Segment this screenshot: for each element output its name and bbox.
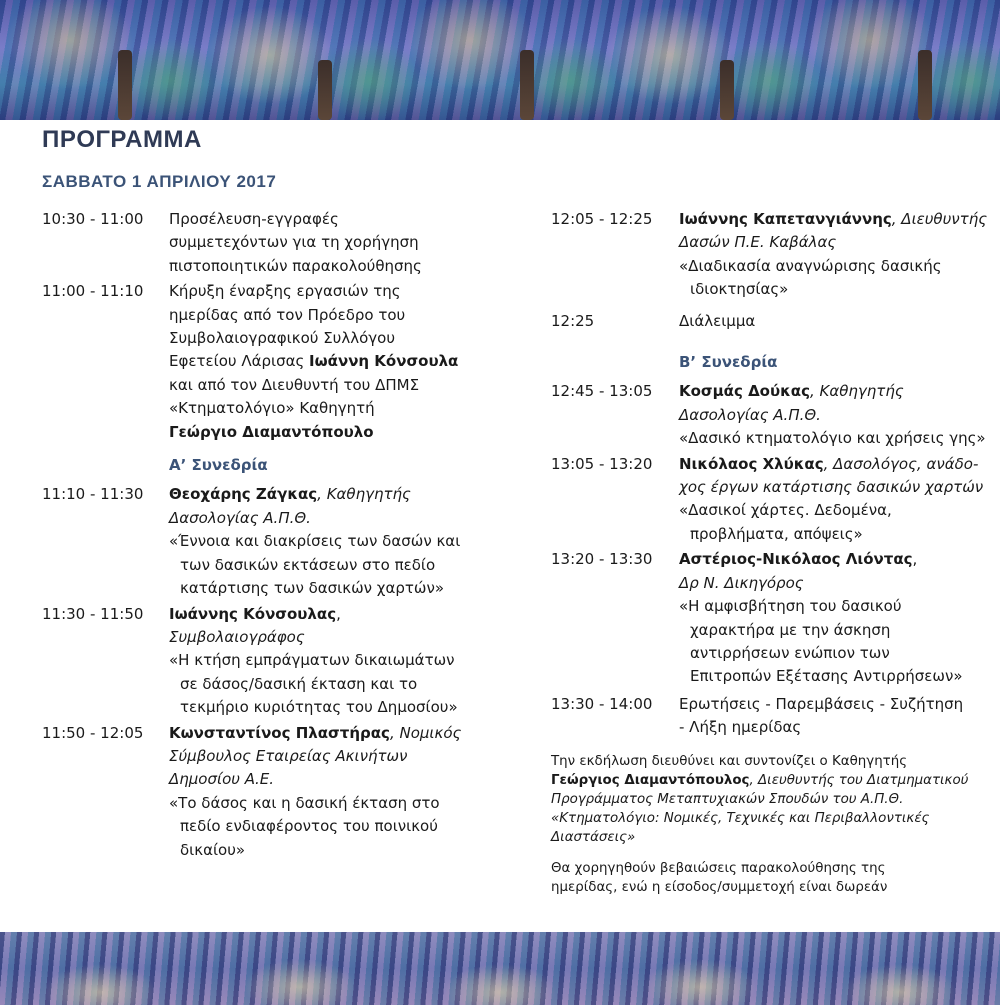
speaker-role: χος έργων κατάρτισης δασικών χαρτών: [679, 478, 984, 497]
time-slot: 12:25: [551, 311, 595, 330]
schedule-item: [42, 280, 462, 444]
item-description: Θεοχάρης Ζάγκας, Καθηγητής Δασολογίας Α.Π.Θ. «Έννοια και διακρίσεις των δασών και των δασικών εκτάσεων στο πεδίο κατάρτισης των δασικών χαρτών»: [169, 485, 461, 598]
session-heading: Β’ Συνεδρία: [679, 353, 778, 372]
tree-trunk: [720, 60, 734, 120]
item-description: Προσέλευση-εγγραφές συμμετεχόντων για τη χορήγηση πιστοποιητικών παρακολούθησης: [169, 210, 422, 275]
item-description: Ιωάννης Καπετανγιάννης, Διευθυντής Δασών Π.Ε. Καβάλας «Διαδικασία αναγνώρισης δασικής ιδιοκτησίας»: [679, 210, 988, 299]
tree-trunk: [118, 50, 132, 120]
time-slot: 12:05 - 12:25: [551, 210, 653, 228]
item-description: Ιωάννης Κόνσουλας, Συμβολαιογράφος «Η κτήση εμπράγματων δικαιωμάτων σε δάσος/δασική έκταση και το τεκμήριο κυριότητας του Δημοσίου»: [169, 603, 462, 720]
talk-title: «Δασικοί χάρτες. Δεδομένα,: [679, 501, 892, 520]
speaker-name: Ιωάννης Κόνσουλας: [169, 604, 337, 623]
time-slot: 13:30 - 14:00: [551, 694, 653, 713]
tree-trunk: [918, 50, 932, 120]
break-label: Διάλειμμα: [679, 311, 756, 330]
page-title: ΠΡΟΓΡΑΜΜΑ: [42, 126, 202, 153]
time-slot: 12:45 - 13:05: [551, 382, 653, 401]
director-name: Γεώργιο Διαμαντόπουλο: [169, 422, 374, 441]
item-description: Κωνσταντίνος Πλαστήρας, Νομικός Σύμβουλος Εταιρείας Ακινήτων Δημοσίου Α.Ε. «Το δάσος και η δασική έκταση στο πεδίο ενδιαφέροντος του ποινικού δικαίου»: [169, 723, 462, 859]
talk-title: «Δασικό κτηματολόγιο και χρήσεις γης»: [679, 429, 986, 448]
speaker-name: Αστέριος-Νικόλαος Λιόντας: [679, 550, 913, 569]
coordinator-name: Γεώργιος Διαμαντόπουλος: [551, 772, 750, 788]
time-slot: 11:10 - 11:30: [42, 485, 144, 504]
time-slot: 13:05 - 13:20: [551, 454, 653, 473]
tree-trunk: [318, 60, 332, 120]
schedule-item: [551, 380, 986, 450]
talk-title: «Διαδικασία αναγνώρισης δασικής: [679, 256, 942, 275]
time-slot: 11:00 - 11:10: [42, 282, 144, 301]
schedule-item: [551, 548, 971, 688]
schedule-item: [551, 453, 984, 547]
speaker-role: Συμβολαιογράφος: [169, 627, 305, 646]
speaker-name: Θεοχάρης Ζάγκας: [169, 485, 318, 504]
speaker-name: Κοσμάς Δούκας: [679, 382, 810, 401]
item-description: Κήρυξη έναρξης εργασιών της ημερίδας από τον Πρόεδρο του Συμβολαιογραφικού Συλλόγου Εφετείου Λάρισας Ιωάννη Κόνσουλα και από τον Διευθυντή του ΔΠΜΣ «Κτηματολόγιο» Καθηγητή Γεώργιο Διαμαντόπουλο: [169, 280, 462, 444]
time-slot: 11:30 - 11:50: [42, 604, 144, 623]
certificate-note: Θα χορηγηθούν βεβαιώσεις παρακολούθησης της ημερίδας, ενώ η είσοδος/συμμετοχή είναι δωρεάν: [551, 860, 888, 895]
item-description: Αστέριος-Νικόλαος Λιόντας, Δρ Ν. Δικηγόρος «Η αμφισβήτηση του δασικού χαρακτήρα με την άσκηση αντιρρήσεων ενώπιον των Επιτροπών Εξέτασης Αντιρρήσεων»: [679, 548, 971, 688]
speaker-role: Δασολογίας Α.Π.Θ.: [679, 405, 821, 424]
schedule-item: [551, 208, 988, 302]
coordinator-note: Την εκδήλωση διευθύνει και συντονίζει ο Καθηγητής Γεώργιος Διαμαντόπουλος, Διευθυντής του Διατμηματικού Προγράμματος Μεταπτυχιακών Σπουδών του Α.Π.Θ. «Κτηματολόγιο: Νομικές, Τεχνικές και Περιβαλλοντικές Διαστάσεις»: [551, 753, 969, 845]
schedule-item: [42, 722, 462, 862]
schedule-item: [551, 693, 971, 740]
session-heading: Α’ Συνεδρία: [169, 456, 268, 475]
time-slot: 13:20 - 13:30: [551, 550, 653, 569]
header-painting-band: [0, 0, 1000, 120]
president-name: Ιωάννη Κόνσουλα: [309, 352, 459, 371]
talk-title: «Το δάσος και η δασική έκταση στο: [169, 793, 440, 812]
item-description: Ερωτήσεις - Παρεμβάσεις - Συζήτηση - Λήξη ημερίδας: [679, 694, 964, 737]
footer-painting-band: [0, 932, 1000, 1005]
schedule-item: [551, 310, 971, 333]
speaker-name: Νικόλαος Χλύκας: [679, 454, 824, 473]
talk-title: «Έννοια και διακρίσεις των δασών και: [169, 532, 461, 551]
time-slot: 11:50 - 12:05: [42, 723, 144, 742]
event-date: ΣΑΒΒΑΤΟ 1 ΑΠΡΙΛΙΟΥ 2017: [42, 172, 277, 191]
speaker-role: Σύμβουλος Εταιρείας Ακινήτων: [169, 746, 408, 765]
schedule-left-column: [42, 208, 462, 864]
tree-trunk: [520, 50, 534, 120]
talk-title: «Η κτήση εμπράγματων δικαιωμάτων: [169, 651, 455, 670]
item-description: Κοσμάς Δούκας, Καθηγητής Δασολογίας Α.Π.Θ. «Δασικό κτηματολόγιο και χρήσεις γης»: [679, 380, 986, 450]
speaker-name: Κωνσταντίνος Πλαστήρας: [169, 723, 390, 742]
schedule-item: [42, 603, 462, 720]
schedule-item: [42, 208, 462, 278]
speaker-role: Δρ Ν. Δικηγόρος: [679, 573, 804, 592]
time-slot: 10:30 - 11:00: [42, 210, 144, 228]
speaker-role: Δασών Π.Ε. Καβάλας: [679, 233, 837, 252]
speaker-role: Δασολογίας Α.Π.Θ.: [169, 508, 311, 527]
item-description: Νικόλαος Χλύκας, Δασολόγος, ανάδο- χος έργων κατάρτισης δασικών χαρτών «Δασικοί χάρτες. Δεδομένα, προβλήματα, απόψεις»: [679, 454, 984, 543]
talk-title: «Η αμφισβήτηση του δασικού: [679, 597, 902, 616]
schedule-item: [42, 483, 462, 600]
speaker-name: Ιωάννης Καπετανγιάννης: [679, 210, 892, 228]
schedule-right-column: [551, 208, 988, 897]
